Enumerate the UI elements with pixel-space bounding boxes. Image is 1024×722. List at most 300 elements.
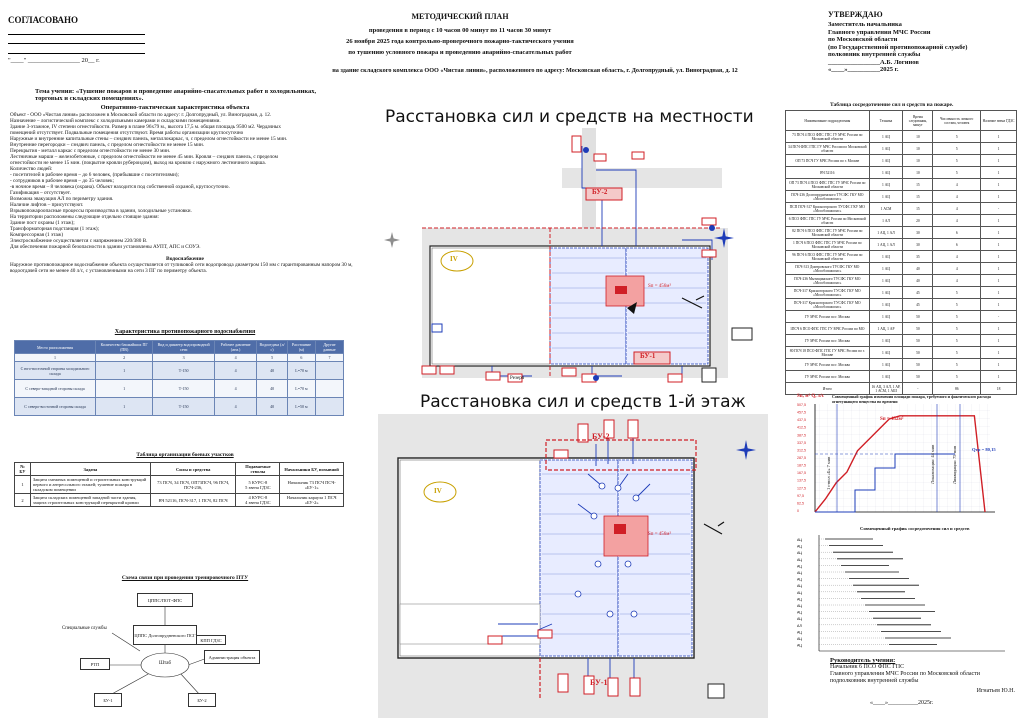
forces-cell: 15 (903, 203, 933, 215)
forces-cell: - (981, 311, 1017, 323)
fire-water-cell: Т-150 (153, 362, 215, 380)
object-text-line: Трансформаторная подстанция (1 этаж); (10, 226, 100, 232)
forces-cell: ПСЧ-317 Красногорского ТУСФС ГКУ МО «Мособлпожспас» (786, 299, 870, 311)
forces-cell: 1 АЦ (869, 251, 903, 263)
forces-cell: 1 АЦ (869, 131, 903, 143)
chart1-y-tick: 287,5 (797, 456, 806, 460)
object-description (10, 112, 360, 250)
chart2-row-label: АЦ (797, 538, 803, 542)
combat-cell: Начальник караула 1 ПСЧ «БУ-2» (280, 494, 344, 507)
chart1-y-tick: 0 (797, 509, 799, 513)
chart1-y-tick: 187,5 (797, 463, 806, 468)
forces-cell: 5 (933, 131, 981, 143)
fire-water-index-cell: 6 (287, 354, 315, 362)
fire-water-cell: 4 (214, 362, 256, 380)
forces-row (786, 203, 1017, 215)
forces-cell: 1 АЦ (869, 287, 903, 299)
object-text-line: Лестничные марши – железобетонные, с пределом огнестойкости не менее 45 мин. Кровля – сэндвич панель, с пределом (10, 154, 278, 160)
forces-cell: 15 (903, 179, 933, 191)
approval-right-line: полковник внутренней службы (828, 51, 921, 58)
forces-cell: 4 (933, 263, 981, 275)
forces-row (786, 167, 1017, 179)
forces-cell: 4 (933, 215, 981, 227)
fire-water-index-cell: 5 (257, 354, 288, 362)
fire-water-index-cell: 4 (214, 354, 256, 362)
forces-row (786, 143, 1017, 155)
forces-cell: 45 (903, 287, 933, 299)
approval-right-date: «____»__________2025 г. (828, 66, 899, 73)
forces-cell: 1 (981, 251, 1017, 263)
forces-cell: 1 (981, 155, 1017, 167)
chart1-y-tick: 167,5 (797, 471, 806, 476)
comm-cpps: ЦППС Долгопрудненского ПСГ (133, 625, 197, 645)
forces-cell: 50 (903, 335, 933, 347)
forces-header-cell: Наличие звена ГДЗС (981, 111, 1017, 131)
forces-row (786, 383, 1017, 395)
forces-cell: 1 (981, 335, 1017, 347)
approval-right-sign: ________________А.Б. Логинов (828, 58, 919, 66)
object-text-line: Внутренние перегородки – сэндвич панель, с пределом огнестойкости не менее 15 мин. (10, 142, 205, 148)
plan1-title: Расстановка сил и средств на местности (385, 107, 754, 127)
plan2-bu2: БУ-2 (592, 432, 610, 441)
forces-row (786, 335, 1017, 347)
object-text-line: Назначение – логистический комплекс с холодильными камерами и складскими помещениями. (10, 118, 221, 124)
plan-line4: на здание складского комплекса ООО «Чистая линия», расположенного по адресу: Московская область, г. Долгопрудный, ул. Виноградная, д. 12 (332, 67, 738, 74)
forces-cell: 5 (933, 371, 981, 383)
forces-row (786, 215, 1017, 227)
comm-bu1: БУ-1 (94, 693, 122, 707)
object-text-line: Компрессорная (1 этаж) (10, 232, 64, 238)
plan-line3: по тушению условного пожара и проведению аварийно-спасательных работ (348, 49, 572, 56)
forces-cell: 1 АЛ (869, 215, 903, 227)
comm-kpp: КПП ГДЗС (196, 635, 226, 645)
forces-cell: 1 (981, 239, 1017, 251)
chart1-y-tick: 97,5 (797, 493, 804, 498)
chart1-y-tick: 337,5 (797, 440, 806, 445)
plan1-bu1: БУ-1 (640, 352, 656, 360)
object-text-line: - сотрудников в рабочее время – до 35 человек; (10, 178, 115, 184)
fire-water-cell: L=50 м (287, 398, 315, 416)
forces-cell: 1 (981, 191, 1017, 203)
forces-cell: 1 (981, 143, 1017, 155)
forces-cell: 6 (933, 239, 981, 251)
fire-water-cell: С юго-восточной стороны холодильного склада (15, 362, 96, 380)
water-text: Наружное противопожарное водоснабжение объекта осуществляется от тупиковой сети водопровода диаметром 150 мм с гарантированным напором 30 м, водоотдачей сети не менее 40 л/с, с установленными на сети 3 ПГ по периметру объекта. (10, 262, 353, 274)
chart1-annotation-2: Локализация: 44 мин (930, 444, 935, 484)
forces-cell: ПСП ПСЧ-317 Красногорского ТУСФС ГКУ МО «Мособлпожспас» (786, 203, 870, 215)
forces-cell: 82 ПСЧ 6 ПСО ФПС ГПС ГУ МЧС России по Московской области (786, 227, 870, 239)
object-text-line: Наружные и внутренние капитальные стены – сэндвич панель, металлокаркас, ч, с пределом огнестойкости не менее 15 мин. (10, 136, 288, 142)
forces-cell: ОП 73 ПСЧ 4 ПСО ФПС ГПС ГУ МЧС России по Московской области (786, 179, 870, 191)
fire-water-cell: 40 (257, 380, 288, 398)
object-text-line: Объект - ООО «Чистая линия» расположен в Московской области по адресу: г. Долгопрудный, ул. Виноградная, д. 12. (10, 112, 272, 118)
forces-cell: 10 (903, 167, 933, 179)
forces-cell: Итого (786, 383, 870, 395)
combat-cell: 4 КУРС-8 4 звена ГДЗС (236, 494, 280, 507)
forces-cell: ПСЧ-313 Дмитровского ТУСФС ГКУ МО «Мособлпожспас» (786, 263, 870, 275)
chart1-title: Совмещенный график изменения площади пожара, требуемого и фактического расхода огнетушащего вещества во времени (832, 394, 991, 404)
fire-water-cell: 1 (96, 380, 153, 398)
fire-water-cell (315, 398, 343, 416)
forces-row (786, 323, 1017, 335)
fire-water-header-cell: Вид и диаметр водопроводной сети (153, 341, 215, 354)
object-text-line: Взрывопожароопасные процессы производства в здании, холодильные установки. (10, 208, 192, 214)
fire-water-header-cell: Рабочее давление (атм.) (214, 341, 256, 354)
forces-cell: 1 АЦ (869, 155, 903, 167)
forces-cell: 50 (903, 323, 933, 335)
object-text-line: Здание 3-этажное, IV степени огнестойкости. Размер в плане 96х79 м., высота 17,5 м. общая площадь 9500 м2. Чердачных (10, 124, 281, 130)
forces-cell: 5 (933, 335, 981, 347)
forces-cell: 30 (903, 227, 933, 239)
object-text-line: Возможна эвакуация АЛ по периметру здания. (10, 196, 114, 202)
forces-cell: 1 (981, 359, 1017, 371)
object-text-line: - посетителей в рабочее время – до 6 человек, (прибывшие с посетителями); (10, 172, 179, 178)
forces-cell: 1 (981, 215, 1017, 227)
forces-cell: - (903, 383, 933, 395)
forces-cell: ПСЧ-236 Долгопрудненского ТУСФС ГКУ МО «Мособлпожспас» (786, 191, 870, 203)
footer-date: «____»__________2025г. (870, 700, 934, 706)
fire-water-header-cell: Водоотдача (л/с) (257, 341, 288, 354)
forces-cell: 1 (981, 227, 1017, 239)
fire-water-cell: Т-150 (153, 398, 215, 416)
forces-cell: 4 (933, 203, 981, 215)
forces-row (786, 239, 1017, 251)
comm-admin: Администрация объекта (204, 650, 260, 664)
plan1-reserve: Резерв (510, 376, 525, 381)
forces-cell: - (981, 203, 1017, 215)
forces-cell: 1 АЦ (869, 179, 903, 191)
fire-water-header-cell: Количество ближайших ПГ (ПВ) (96, 341, 153, 354)
forces-cell: 86 (933, 383, 981, 395)
forces-header-cell: Наименование подразделения (786, 111, 870, 131)
chart2-row-label: АЦ (797, 564, 803, 569)
topic-title: Тема учения: «Тушение пожаров и проведение аварийно-спасательных работ в холодильниках, торговых и складских помещениях». (35, 88, 317, 102)
forces-cell: ГУ МЧС России по г. Москва (786, 335, 870, 347)
plan2-degree: IV (434, 487, 442, 495)
chart2-row-label: АЦ (797, 610, 803, 615)
forces-cell: 1 АЦ (869, 335, 903, 347)
forces-cell: 1 (981, 347, 1017, 359)
fire-water-table (14, 340, 344, 416)
chart2-row-label: АЦ (797, 551, 803, 556)
forces-cell: 1 ПСЧ 6 ПСО ФПС ГПС ГУ МЧС России по Московской области (786, 239, 870, 251)
object-text-line: огнестойкости не менее 15 мин. (покрытие кровли рубероидом), выход на кровлю с наружного лестничного марша. (10, 160, 266, 166)
forces-cell: 80 ПСЧ 18 ПСО ФПС ГПС ГУ МЧС России по г. Москве (786, 347, 870, 359)
forces-cell: 5 (933, 347, 981, 359)
forces-cell: 50 (903, 371, 933, 383)
forces-cell: 1 (981, 371, 1017, 383)
comm-hq: Штаб (158, 661, 172, 666)
floor-plan-map (378, 414, 768, 718)
forces-cell: 5 (933, 167, 981, 179)
combat-header-cell: Силы и средства (150, 463, 236, 476)
comm-services: Специальные службы (62, 626, 107, 631)
forces-cell: 1 АЦ, 1 АЛ (869, 239, 903, 251)
chart2-title: Совмещенный график сосредоточения сил и средств (860, 526, 970, 531)
forces-cell: 1 АЦ (869, 371, 903, 383)
footer-title: Руководитель учения: (830, 657, 896, 664)
forces-cell: 1 (981, 323, 1017, 335)
forces-cell: 1 АСМ (869, 203, 903, 215)
forces-cell: 1 АЦ (869, 347, 903, 359)
chart1-y-tick: 387,5 (797, 433, 806, 438)
forces-cell: ПСЧ-317 Красногорского ТУСФС ГКУ МО «Мособлпожспас» (786, 287, 870, 299)
plan1-bu2: БУ-2 (592, 188, 608, 196)
footer-line: Начальник 6 ПСО ФПС ГПС (830, 664, 905, 670)
combat-cell: ВЧ 52116, ПСЧ-317, 1 ПСЧ, 82 ПСЧ (150, 494, 236, 507)
forces-header-cell: Техника (869, 111, 903, 131)
fire-water-index-cell: 7 (315, 354, 343, 362)
forces-cell: 1ПСЧ 6 ПСО ФПС ГПС ГУ МЧС России по МО (786, 323, 870, 335)
forces-cell: 50 (903, 359, 933, 371)
forces-cell: 5 (933, 287, 981, 299)
chart2-row-label: АЦ (797, 584, 803, 589)
fire-water-cell (315, 380, 343, 398)
chart1-ylabel: Sп, м² Q, л/с (797, 394, 825, 399)
forces-cell: ГУ МЧС России по г. Москва (786, 371, 870, 383)
chart2-row-label: АЦ (797, 544, 803, 549)
comm-top: ЦППС/ПОТ-ФПС (137, 593, 193, 607)
combat-cell: 1 (15, 476, 31, 494)
fire-water-cell: 1 (96, 362, 153, 380)
fire-water-cell: Т-150 (153, 380, 215, 398)
chart1-area-label: Sп = 452м² (880, 417, 904, 422)
object-text-line: Газификация – отсутствует. (10, 190, 71, 196)
object-text-line: Электроснабжение осуществляется с напряжением 220/380 В. (10, 238, 148, 244)
forces-cell: 5 (933, 155, 981, 167)
chart1-y-tick: 457,5 (797, 410, 806, 415)
combat-header-cell: Начальники БУ, позывной (280, 463, 344, 476)
plan2-bu1: БУ-1 (590, 678, 608, 687)
fire-water-cell: L=70 м (287, 380, 315, 398)
fire-water-cell: 40 (257, 398, 288, 416)
forces-cell: 10 (903, 131, 933, 143)
forces-cell: 96 ПСЧ 6 ПСО ФПС ГПС ГУ МЧС России по Московской области (786, 251, 870, 263)
fire-water-header-cell: Другие данные (315, 341, 343, 354)
fire-water-cell: 40 (257, 362, 288, 380)
plan-line1: проведения в период с 10 часов 00 минут по 11 часов 30 минут (368, 27, 552, 34)
plan2-title: Расстановка сил и средств 1-й этаж (420, 392, 746, 412)
forces-cell: 1 (981, 131, 1017, 143)
forces-cell: 5 (933, 299, 981, 311)
fire-water-cell (315, 362, 343, 380)
forces-cell: 4 (933, 191, 981, 203)
forces-cell: ВЧ 52116 (786, 167, 870, 179)
water-title: Водоснабжение (166, 256, 204, 262)
chart2-row-label: АЦ (797, 643, 803, 648)
chart1-y-tick: 312,5 (797, 448, 806, 453)
forces-row (786, 191, 1017, 203)
forces-cell: ГУ МЧС России по г. Москва (786, 359, 870, 371)
forces-cell: 1 (981, 179, 1017, 191)
chart1-annotation-3: Ликвидация: 75 мин (952, 445, 957, 484)
fire-water-index-cell: 3 (153, 354, 215, 362)
forces-cell: 1 (981, 275, 1017, 287)
fire-water-cell: С северо-западной стороны склада (15, 380, 96, 398)
footer-line: подполковник внутренней службы (830, 678, 919, 684)
chart2-row-label: АЦ (797, 577, 803, 582)
forces-cell: 45 (903, 299, 933, 311)
fire-water-row (15, 362, 344, 380)
fire-water-cell: С северо-восточной стороны склада (15, 398, 96, 416)
footer-lines (830, 664, 1015, 685)
combat-row (15, 494, 344, 507)
approval-left-date: "____" ________________ 20__ г. (8, 57, 100, 64)
forces-cell: 1 АЦ (869, 275, 903, 287)
chart2-row-label: АЦ (797, 604, 803, 608)
combat-cell: Защита смежных помещений и строительных конструкций первого и антресольного этажей; тушение пожара в складском помещении (30, 476, 150, 494)
forces-cell: 20 (903, 215, 933, 227)
forces-cell: 5 (933, 323, 981, 335)
forces-cell: 6 ПСО ФПС ГПС ГУ МЧС России по Московской области (786, 215, 870, 227)
approval-right-line: по Московской области (828, 36, 898, 43)
forces-cell: 1 АЦ (869, 167, 903, 179)
forces-cell: 1 АЦ (869, 143, 903, 155)
object-text-line: Наличие лифтов – присутствуют. (10, 202, 84, 208)
forces-cell: 73 ПСЧ 4 ПСО ФПС ГПС ГУ МЧС России по Московской области (786, 131, 870, 143)
comm-rtp: РТП (80, 658, 110, 670)
forces-cell: 4 (933, 275, 981, 287)
chart1-q-label: Qтр = 80,15 (972, 447, 996, 452)
fire-water-header-cell: Расстояние (м) (287, 341, 315, 354)
topic-subtitle: Оперативно-тактическая характеристика объекта (100, 104, 250, 111)
forces-table (785, 110, 1017, 395)
chart1-y-tick: 437,5 (797, 418, 806, 423)
footer-line: Главного управления МЧС России по Московской области (830, 671, 980, 677)
combat-cell: 73 ПСЧ, 34 ПСЧ, ОП73ПСЧ, 96 ПСЧ, ПСЧ-236, (150, 476, 236, 494)
object-text-line: Перекрытия - металл каркас с пределом огнестойкости не менее 30 мин. (10, 148, 171, 154)
fire-water-row (15, 380, 344, 398)
forces-cell: 15 (903, 191, 933, 203)
forces-cell: ОП 73 ПСЧ ГУ МЧС России по г. Москве (786, 155, 870, 167)
forces-row (786, 311, 1017, 323)
forces-cell: 1 АЦ (869, 299, 903, 311)
forces-cell: 50 (903, 311, 933, 323)
site-plan-map (382, 128, 766, 390)
forces-cell: 1 АЦ, 1 АР (869, 323, 903, 335)
chart2-row-label: АЦ (797, 557, 803, 562)
forces-row (786, 251, 1017, 263)
plan-title: МЕТОДИЧЕСКИЙ ПЛАН (411, 12, 509, 21)
forces-row (786, 179, 1017, 191)
forces-cell: ПСЧ-236 Мытищинского ТУСФС ГКУ МО «Мособлпожспас» (786, 275, 870, 287)
object-text-line: Количество людей: (10, 166, 53, 172)
combat-cell: Защита складских помещений западной части здания, защита строительных конструкций перекрытий кровли (30, 494, 150, 507)
forces-cell: 1 АЦ, 1 АЛ (869, 227, 903, 239)
forces-cell: 5 (933, 359, 981, 371)
forces-cell: 40 (903, 275, 933, 287)
forces-row (786, 227, 1017, 239)
combat-cell: 5 КУРС-8 5 звена ГДЗС (236, 476, 280, 494)
forces-cell: 5 (933, 143, 981, 155)
fire-water-header-cell: Место расположения (15, 341, 96, 354)
fire-water-cell: 1 (96, 398, 153, 416)
combat-header-cell: Задача (30, 463, 150, 476)
approval-right-line: (по Государственной противопожарной службе) (828, 43, 968, 51)
chart2-row-label: АЦ (797, 597, 803, 602)
fire-water-index-cell: 1 (15, 354, 96, 362)
forces-row (786, 347, 1017, 359)
fire-water-index-cell: 2 (96, 354, 153, 362)
chart2-row-label: АЛ (797, 623, 802, 628)
combat-table (14, 462, 344, 507)
forces-cell: 4 (933, 179, 981, 191)
forces-cell: 1 (981, 263, 1017, 275)
comm-bu2: БУ-2 (188, 693, 216, 707)
forces-row (786, 275, 1017, 287)
forces-row (786, 287, 1017, 299)
combat-row (15, 476, 344, 494)
fire-water-table-title: Характеристика противопожарного водоснабжения (114, 329, 256, 335)
forces-cell: 34 ПСЧ ФПС ГПС ГУ МЧС России по Московской области (786, 143, 870, 155)
forces-cell: 30 (903, 239, 933, 251)
forces-cell: 1 АЦ (869, 191, 903, 203)
chart2-row-label: АЦ (797, 590, 803, 595)
forces-cell: 1 АЦ (869, 311, 903, 323)
plan-line2: 26 ноября 2025 года контрольно-проверочного пожарно-тактического учения (346, 38, 574, 45)
forces-cell: 10 (903, 143, 933, 155)
chart1-y-tick: 62,5 (797, 501, 804, 506)
footer-name: Игнатьев Ю.Н. (976, 688, 1015, 694)
object-text-line: Для обеспечения пожарной безопасности в здании установлены АУПТ, АПС и СОУЭ. (10, 244, 201, 250)
forces-cell: 4 (933, 251, 981, 263)
chart1-y-tick: 137,5 (797, 478, 806, 483)
plan1-area: Sп = 456м² (648, 284, 671, 289)
forces-cell: 35 (903, 251, 933, 263)
combat-header-cell: № БУ (15, 463, 31, 476)
object-text-line: -в ночное время – 8 человека (охрана). Объект находится под собственной охраной, круглосуточно. (10, 184, 230, 190)
fire-water-cell: 4 (214, 398, 256, 416)
fire-water-cell: 4 (214, 380, 256, 398)
approval-right-line: Главного управления МЧС России (828, 28, 931, 36)
forces-row (786, 371, 1017, 383)
forces-cell: 10 (903, 155, 933, 167)
forces-cell: 1 (981, 167, 1017, 179)
chart1-y-tick: 127,5 (797, 486, 806, 491)
forces-row (786, 131, 1017, 143)
fire-water-row (15, 398, 344, 416)
forces-cell: 1 (981, 299, 1017, 311)
forces-row (786, 299, 1017, 311)
plan1-degree: IV (450, 255, 458, 263)
approval-right-line: Заместитель начальника (828, 21, 902, 28)
fire-water-cell: L=70 м (287, 362, 315, 380)
forces-header-cell: Численность личного состава, человек (933, 111, 981, 131)
forces-row (786, 155, 1017, 167)
forces-row (786, 359, 1017, 371)
forces-cell: 40 (903, 263, 933, 275)
forces-cell: 18 (981, 383, 1017, 395)
forces-cell: 1 АЦ (869, 263, 903, 275)
forces-cell: 16 АЦ, 3 АЛ, 1 АР, 1 АСМ, 1 АШ (869, 383, 903, 395)
chart2-row-label: АЦ (797, 637, 803, 641)
chart1-y-tick: 507,5 (797, 403, 806, 407)
chart2-row-label: АЦ (797, 571, 803, 575)
forces-timeline-chart (795, 533, 1015, 653)
chart1-y-tick: 412,5 (797, 425, 806, 430)
object-text-line: помещений отсутствует. Подвальные помещения отсутствуют. Время работы организации круглосуточно (10, 130, 244, 136)
forces-cell: 50 (903, 347, 933, 359)
plan2-area: Sп = 456м² (648, 532, 671, 537)
forces-cell: 1 (981, 287, 1017, 299)
object-text-line: Здание пост охраны (1 этаж); (10, 220, 75, 226)
approval-left-title: СОГЛАСОВАНО (8, 15, 79, 25)
forces-cell: ГУ МЧС России по г. Москва (786, 311, 870, 323)
forces-cell: 6 (933, 227, 981, 239)
forces-table-title: Таблица сосредоточение сил и средств на пожаре. (830, 102, 954, 108)
object-text-line: На территории расположены следующие отдельно стоящие здания: (10, 214, 159, 220)
forces-row (786, 263, 1017, 275)
